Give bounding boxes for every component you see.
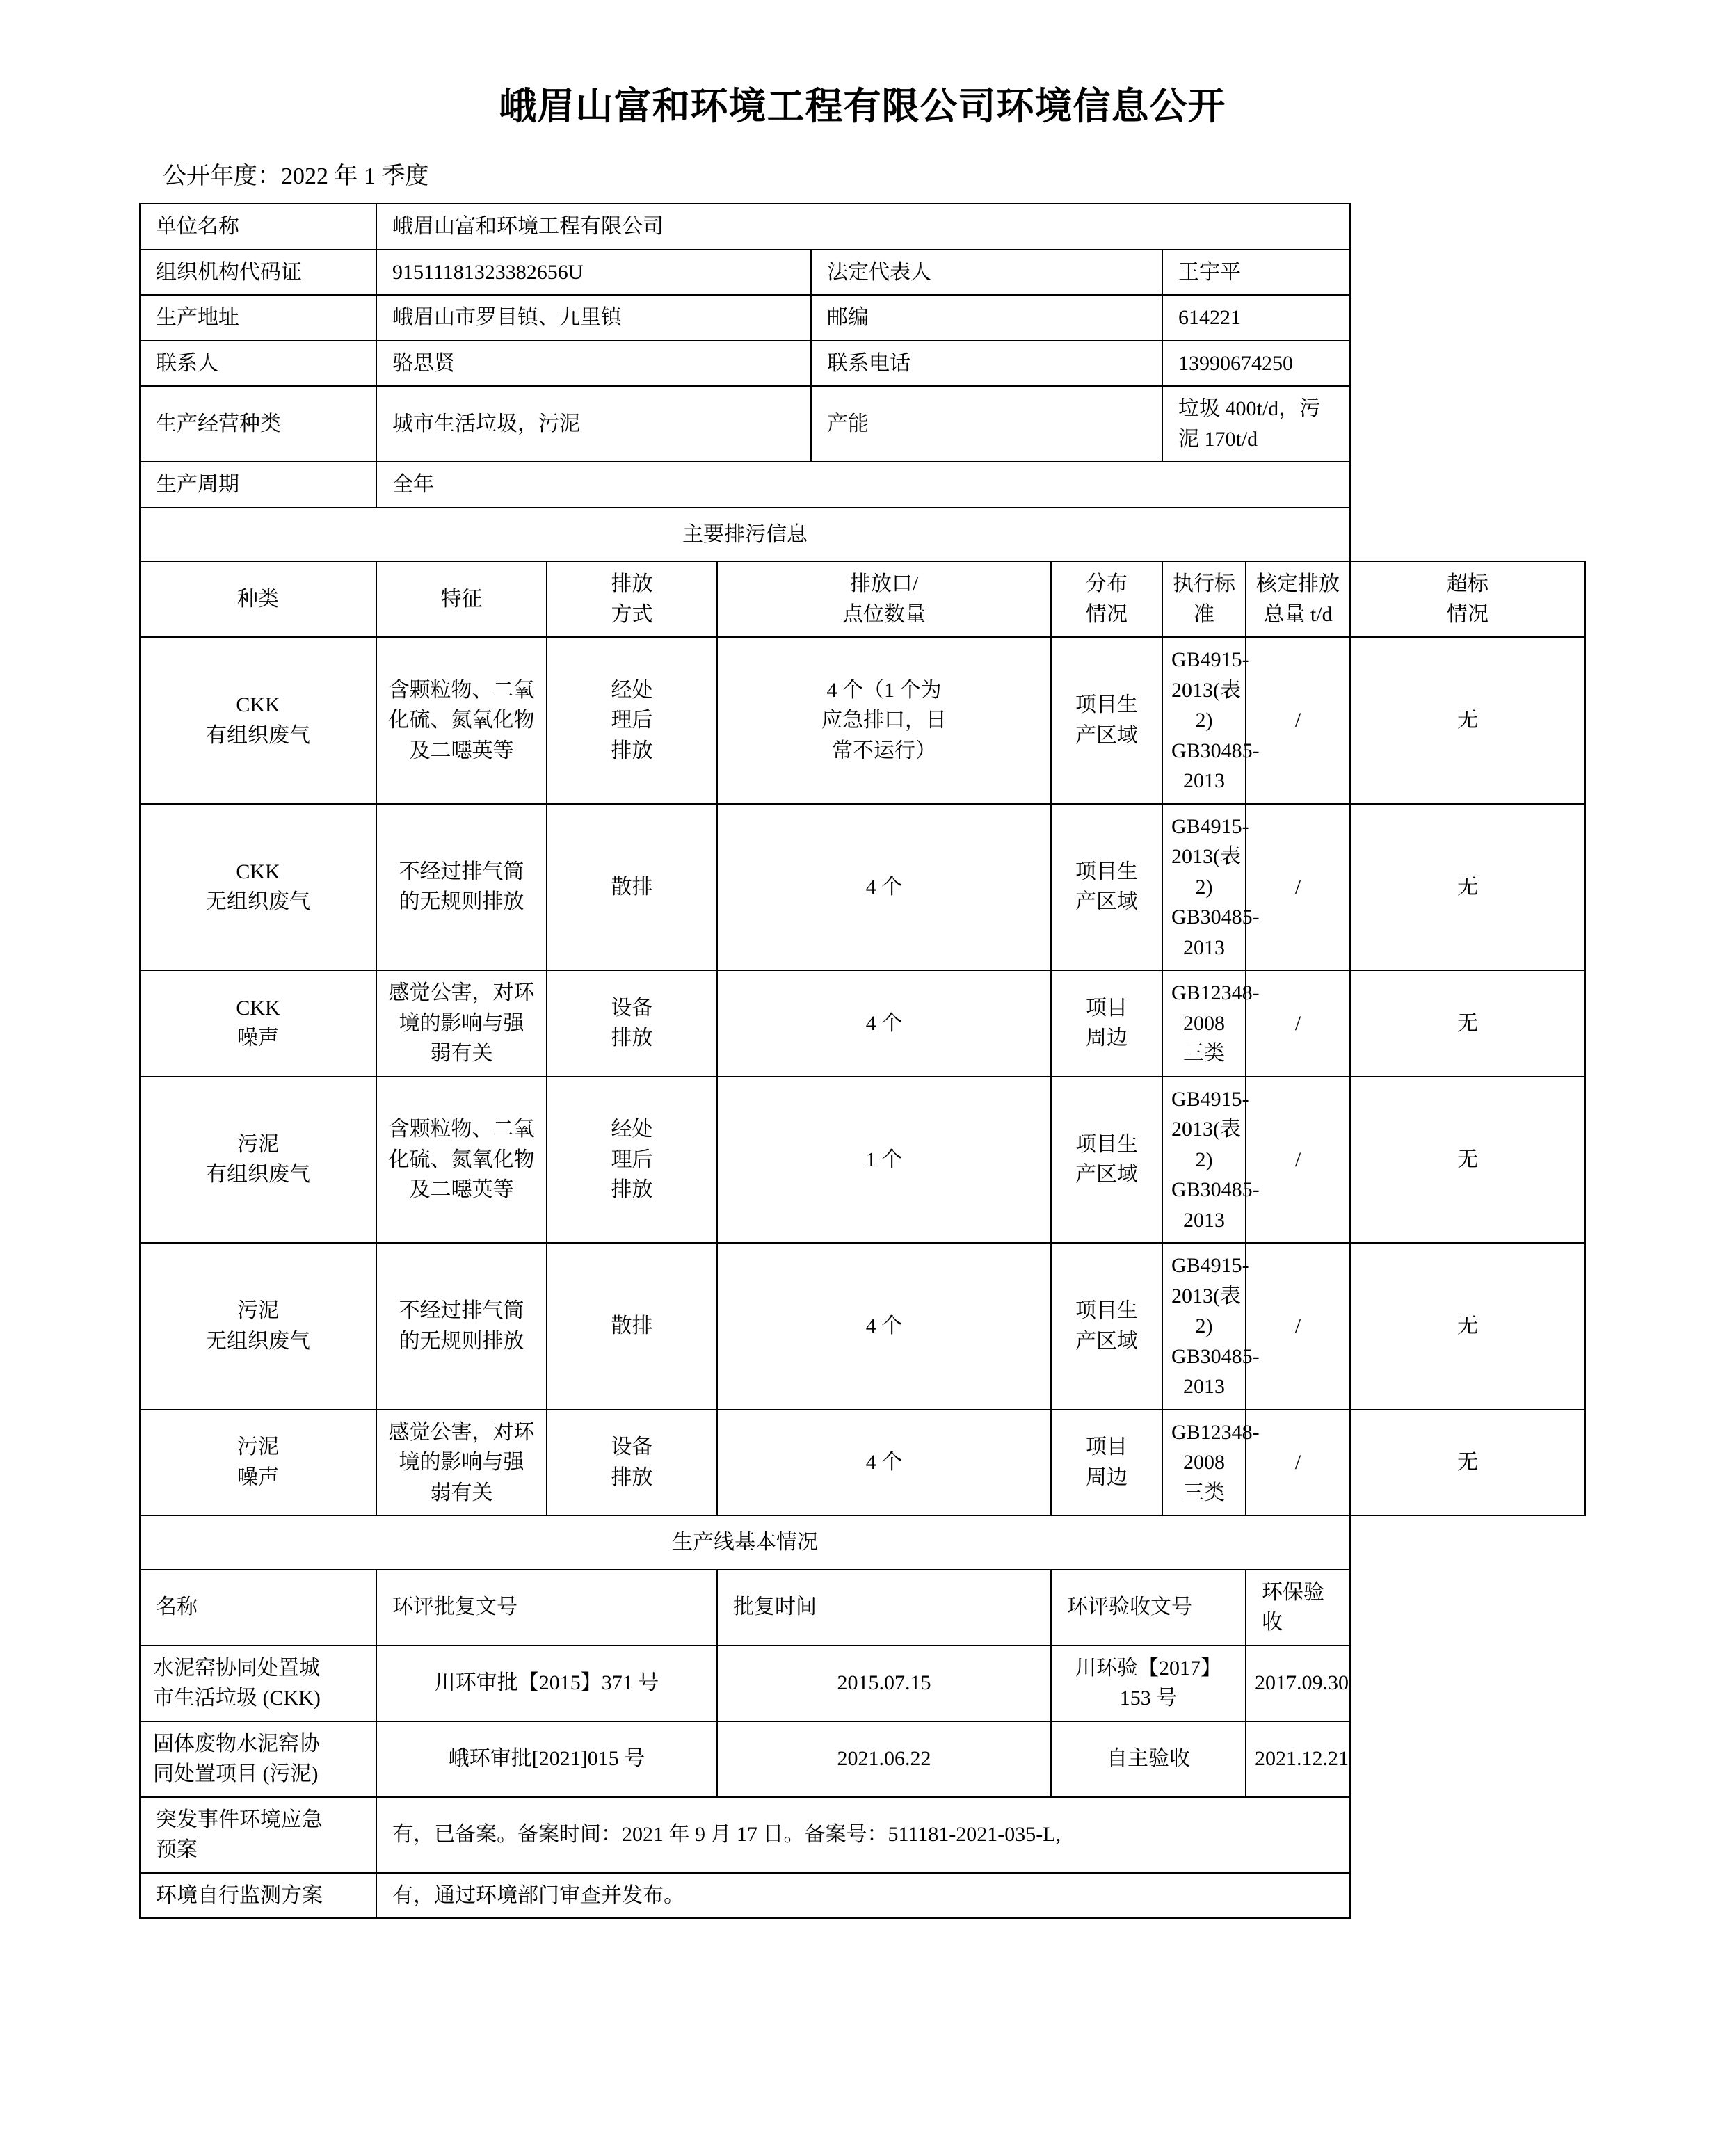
field-label: 联系电话 [811, 341, 1162, 387]
field-label: 组织机构代码证 [140, 250, 376, 296]
pollution-standard: GB4915-2013(表 2) GB30485-2013 [1162, 1243, 1246, 1410]
table-row [140, 970, 1585, 1077]
field-value: 垃圾 400t/d，污泥 170t/d [1162, 386, 1350, 462]
pollution-mode: 散排 [547, 804, 717, 971]
field-value: 全年 [376, 462, 1350, 508]
table-row [140, 341, 1585, 387]
pollution-feature: 不经过排气筒 的无规则排放 [376, 804, 547, 971]
column-header-type: 种类 [140, 561, 376, 637]
production-line-acceptance-no: 川环验【2017】153 号 [1051, 1646, 1246, 1721]
pollution-total: / [1246, 637, 1350, 804]
self-monitoring-value: 有，通过环境部门审查并发布。 [376, 1873, 1350, 1919]
production-line-acceptance-date: 2021.12.21 [1246, 1721, 1350, 1797]
field-label: 联系人 [140, 341, 376, 387]
emergency-plan-label: 突发事件环境应急 预案 [140, 1797, 376, 1873]
production-line-approval-date: 2015.07.15 [717, 1646, 1051, 1721]
pollution-type: CKK 噪声 [140, 970, 376, 1077]
field-value: 峨眉山富和环境工程有限公司 [376, 204, 1350, 250]
pollution-feature: 不经过排气筒 的无规则排放 [376, 1243, 547, 1410]
pollution-total: / [1246, 1410, 1350, 1516]
section-title-production-line: 生产线基本情况 [140, 1515, 1350, 1570]
column-header-approval-date: 批复时间 [717, 1570, 1051, 1646]
section-title-pollution: 主要排污信息 [140, 508, 1350, 562]
production-line-acceptance-no: 自主验收 [1051, 1721, 1246, 1797]
pollution-distribution: 项目生 产区域 [1051, 1077, 1162, 1244]
environment-disclosure-table [139, 203, 1586, 1919]
table-row [140, 1797, 1585, 1873]
pollution-feature: 感觉公害，对环 境的影响与强 弱有关 [376, 1410, 547, 1516]
pollution-outlets: 4 个 [717, 804, 1051, 971]
pollution-mode: 散排 [547, 1243, 717, 1410]
field-label: 生产周期 [140, 462, 376, 508]
field-value: 峨眉山市罗目镇、九里镇 [376, 295, 811, 341]
pollution-outlets: 4 个 [717, 1243, 1051, 1410]
pollution-outlets: 4 个 [717, 1410, 1051, 1516]
column-header-name: 名称 [140, 1570, 376, 1646]
table-row [140, 1646, 1585, 1721]
table-row [140, 204, 1585, 250]
pollution-distribution: 项目生 产区域 [1051, 1243, 1162, 1410]
table-row [140, 1873, 1585, 1919]
table-row [140, 804, 1585, 971]
pollution-standard: GB4915-2013(表 2) GB30485-2013 [1162, 1077, 1246, 1244]
table-row [140, 295, 1585, 341]
pollution-feature: 含颗粒物、二氧 化硫、氮氧化物 及二噁英等 [376, 637, 547, 804]
production-line-approval-date: 2021.06.22 [717, 1721, 1051, 1797]
column-header-total: 核定排放 总量 t/d [1246, 561, 1350, 637]
pollution-distribution: 项目生 产区域 [1051, 804, 1162, 971]
table-row [140, 462, 1585, 508]
pollution-outlets: 1 个 [717, 1077, 1051, 1244]
pollution-total: / [1246, 1077, 1350, 1244]
pollution-standard: GB12348-2008 三类 [1162, 970, 1246, 1077]
pollution-exceed: 无 [1350, 1410, 1585, 1516]
column-header-approval-no: 环评批复文号 [376, 1570, 717, 1646]
field-label: 单位名称 [140, 204, 376, 250]
pollution-mode: 设备 排放 [547, 970, 717, 1077]
emergency-plan-value: 有，已备案。备案时间：2021 年 9 月 17 日。备案号：511181-2021-035-L, [376, 1797, 1350, 1873]
table-row [140, 508, 1585, 562]
field-label: 生产经营种类 [140, 386, 376, 462]
field-label: 生产地址 [140, 295, 376, 341]
self-monitoring-label: 环境自行监测方案 [140, 1873, 376, 1919]
column-header-mode: 排放 方式 [547, 561, 717, 637]
pollution-distribution: 项目 周边 [1051, 970, 1162, 1077]
field-label: 产能 [811, 386, 1162, 462]
field-value: 王宇平 [1162, 250, 1350, 296]
table-row [140, 386, 1585, 462]
field-label: 邮编 [811, 295, 1162, 341]
pollution-type: 污泥 噪声 [140, 1410, 376, 1516]
field-value: 13990674250 [1162, 341, 1350, 387]
pollution-exceed: 无 [1350, 1077, 1585, 1244]
pollution-total: / [1246, 970, 1350, 1077]
column-header-standard: 执行标准 [1162, 561, 1246, 637]
production-line-acceptance-date: 2017.09.30 [1246, 1646, 1350, 1721]
field-label: 法定代表人 [811, 250, 1162, 296]
column-header-acceptance-date: 环保验收 [1246, 1570, 1350, 1646]
table-row [140, 250, 1585, 296]
pollution-distribution: 项目生 产区域 [1051, 637, 1162, 804]
page-title: 峨眉山富和环境工程有限公司环境信息公开 [499, 86, 1226, 127]
pollution-mode: 经处 理后 排放 [547, 637, 717, 804]
pollution-total: / [1246, 1243, 1350, 1410]
column-header-acceptance-no: 环评验收文号 [1051, 1570, 1246, 1646]
pollution-standard: GB12348-2008 三类 [1162, 1410, 1246, 1516]
table-header-row [140, 561, 1585, 637]
pollution-standard: GB4915-2013(表 2) GB30485-2013 [1162, 804, 1246, 971]
pollution-exceed: 无 [1350, 1243, 1585, 1410]
disclosure-period: 公开年度：2022 年 1 季度 [163, 163, 429, 189]
table-row [140, 1077, 1585, 1244]
pollution-feature: 感觉公害，对环 境的影响与强 弱有关 [376, 970, 547, 1077]
pollution-type: 污泥 有组织废气 [140, 1077, 376, 1244]
table-row [140, 1515, 1585, 1570]
production-line-approval-no: 川环审批【2015】371 号 [376, 1646, 717, 1721]
table-row [140, 1410, 1585, 1516]
pollution-outlets: 4 个（1 个为 应急排口，日 常不运行） [717, 637, 1051, 804]
pollution-exceed: 无 [1350, 804, 1585, 971]
pollution-feature: 含颗粒物、二氧 化硫、氮氧化物 及二噁英等 [376, 1077, 547, 1244]
pollution-type: 污泥 无组织废气 [140, 1243, 376, 1410]
column-header-outlets: 排放口/ 点位数量 [717, 561, 1051, 637]
pollution-total: / [1246, 804, 1350, 971]
table-row [140, 1243, 1585, 1410]
production-line-name: 水泥窑协同处置城 市生活垃圾 (CKK) [140, 1646, 376, 1721]
column-header-distribution: 分布 情况 [1051, 561, 1162, 637]
field-value: 91511181323382656U [376, 250, 811, 296]
table-header-row [140, 1570, 1585, 1646]
pollution-standard: GB4915-2013(表 2) GB30485-2013 [1162, 637, 1246, 804]
column-header-exceed: 超标 情况 [1350, 561, 1585, 637]
production-line-name: 固体废物水泥窑协 同处置项目 (污泥) [140, 1721, 376, 1797]
field-value: 城市生活垃圾，污泥 [376, 386, 811, 462]
pollution-distribution: 项目 周边 [1051, 1410, 1162, 1516]
pollution-exceed: 无 [1350, 637, 1585, 804]
column-header-feature: 特征 [376, 561, 547, 637]
field-value: 614221 [1162, 295, 1350, 341]
pollution-exceed: 无 [1350, 970, 1585, 1077]
field-value: 骆思贤 [376, 341, 811, 387]
pollution-outlets: 4 个 [717, 970, 1051, 1077]
table-row [140, 1721, 1585, 1797]
table-row [140, 637, 1585, 804]
pollution-mode: 设备 排放 [547, 1410, 717, 1516]
pollution-mode: 经处 理后 排放 [547, 1077, 717, 1244]
pollution-type: CKK 无组织废气 [140, 804, 376, 971]
production-line-approval-no: 峨环审批[2021]015 号 [376, 1721, 717, 1797]
pollution-type: CKK 有组织废气 [140, 637, 376, 804]
